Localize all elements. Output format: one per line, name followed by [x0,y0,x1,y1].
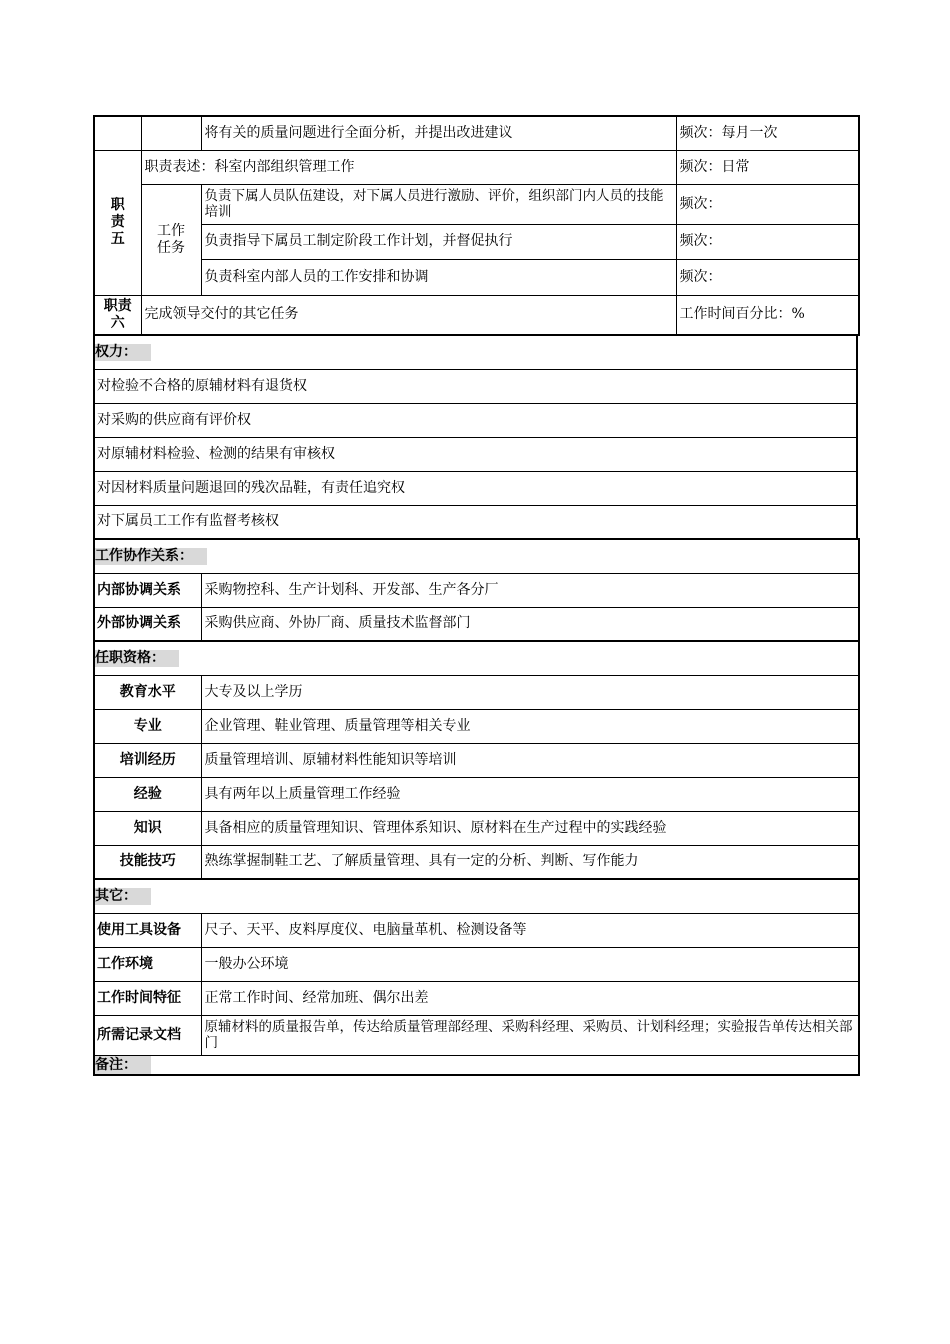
list-item [94,437,857,471]
task-frequency: 频次：每月一次 [676,116,859,150]
power-item: 对采购的供应商有评价权 [94,403,857,437]
row-label: 教育水平 [94,675,201,709]
task-frequency: 频次： [676,184,859,224]
job-description-page [93,115,858,1076]
duty5-task-row [94,259,859,295]
row-value: 企业管理、鞋业管理、质量管理等相关专业 [201,709,859,743]
duty5-frequency: 频次：日常 [676,150,859,184]
section-title: 工作协作关系： [95,548,207,565]
duty6-label-text: 职责六 [103,297,132,331]
duty5-desc-row [94,150,859,184]
table-row [94,947,859,981]
task-frequency: 频次： [676,224,859,259]
section-title: 其它： [95,888,151,905]
list-item [94,505,857,539]
power-item: 对下属员工工作有监督考核权 [94,505,857,539]
power-table [93,334,858,540]
row-label: 内部协调关系 [94,573,201,607]
row-value: 具备相应的质量管理知识、管理体系知识、原材料在生产过程中的实践经验 [201,811,859,845]
row-label: 外部协调关系 [94,607,201,641]
table-row [94,811,859,845]
duty6-label [94,295,141,335]
power-item: 对检验不合格的原辅材料有退货权 [94,369,857,403]
table-row [94,709,859,743]
duty6-percent: 工作时间百分比：% [676,295,859,335]
section-header-row [94,879,859,913]
power-item: 对因材料质量问题退回的残次品鞋，有责任追究权 [94,471,857,505]
list-item [94,471,857,505]
row-value: 原辅材料的质量报告单，传达给质量管理部经理、采购科经理、采购员、计划科经理；实验报告单传达相关部门 [201,1015,859,1055]
row-value: 尺子、天平、皮料厚度仪、电脑量革机、检测设备等 [201,913,859,947]
row-value: 大专及以上学历 [201,675,859,709]
tasks-label [141,184,201,295]
section-title: 备注： [95,1056,151,1074]
section-header-row [94,1055,859,1075]
duties-table [93,115,860,336]
row-label: 专业 [94,709,201,743]
row-label: 培训经历 [94,743,201,777]
duty5-description: 职责表述：科室内部组织管理工作 [141,150,676,184]
relations-table [93,538,860,642]
row-label: 经验 [94,777,201,811]
row-label: 知识 [94,811,201,845]
task-frequency: 频次： [676,259,859,295]
duty5-task-row [94,184,859,224]
table-row [94,981,859,1015]
table-row [94,743,859,777]
row-value: 采购物控科、生产计划科、开发部、生产各分厂 [201,573,859,607]
row-label: 技能技巧 [94,845,201,879]
qualification-table [93,640,860,880]
row-value: 质量管理培训、原辅材料性能知识等培训 [201,743,859,777]
table-row [94,607,859,641]
empty-cell [94,116,141,150]
empty-cell [141,116,201,150]
qualification-header [94,641,859,675]
table-row [94,913,859,947]
list-item [94,369,857,403]
other-header [94,879,859,913]
task-text: 负责指导下属员工制定阶段工作计划，并督促执行 [201,224,676,259]
duty5-task-row [94,224,859,259]
task-text: 负责科室内部人员的工作安排和协调 [201,259,676,295]
other-table [93,878,860,1076]
table-row [94,845,859,879]
duty5-label [94,150,141,295]
remarks-header [94,1055,859,1075]
duty5-label-text: 职责五 [110,197,125,247]
duty6-row [94,295,859,335]
relations-header [94,539,859,573]
table-row [94,1015,859,1055]
row-value: 熟练掌握制鞋工艺、了解质量管理、具有一定的分析、判断、写作能力 [201,845,859,879]
tasks-label-text: 工作任务 [157,222,185,256]
task-text: 负责下属人员队伍建设，对下属人员进行激励、评价，组织部门内人员的技能培训 [201,184,676,224]
section-title: 权力： [95,344,151,361]
row-label: 所需记录文档 [94,1015,201,1055]
row-label: 工作环境 [94,947,201,981]
section-header-row [94,335,857,369]
row-value: 具有两年以上质量管理工作经验 [201,777,859,811]
row-label: 使用工具设备 [94,913,201,947]
duty6-text: 完成领导交付的其它任务 [141,295,676,335]
section-header-row [94,641,859,675]
row-value: 一般办公环境 [201,947,859,981]
row-value: 采购供应商、外协厂商、质量技术监督部门 [201,607,859,641]
table-row [94,777,859,811]
row-value: 正常工作时间、经常加班、偶尔出差 [201,981,859,1015]
section-header-row [94,539,859,573]
row-label: 工作时间特征 [94,981,201,1015]
task-text: 将有关的质量问题进行全面分析，并提出改进建议 [201,116,676,150]
power-item: 对原辅材料检验、检测的结果有审核权 [94,437,857,471]
section-title: 任职资格： [95,650,179,667]
list-item [94,403,857,437]
power-header [94,335,857,369]
duty5-prev-task-row [94,116,859,150]
table-row [94,573,859,607]
table-row [94,675,859,709]
